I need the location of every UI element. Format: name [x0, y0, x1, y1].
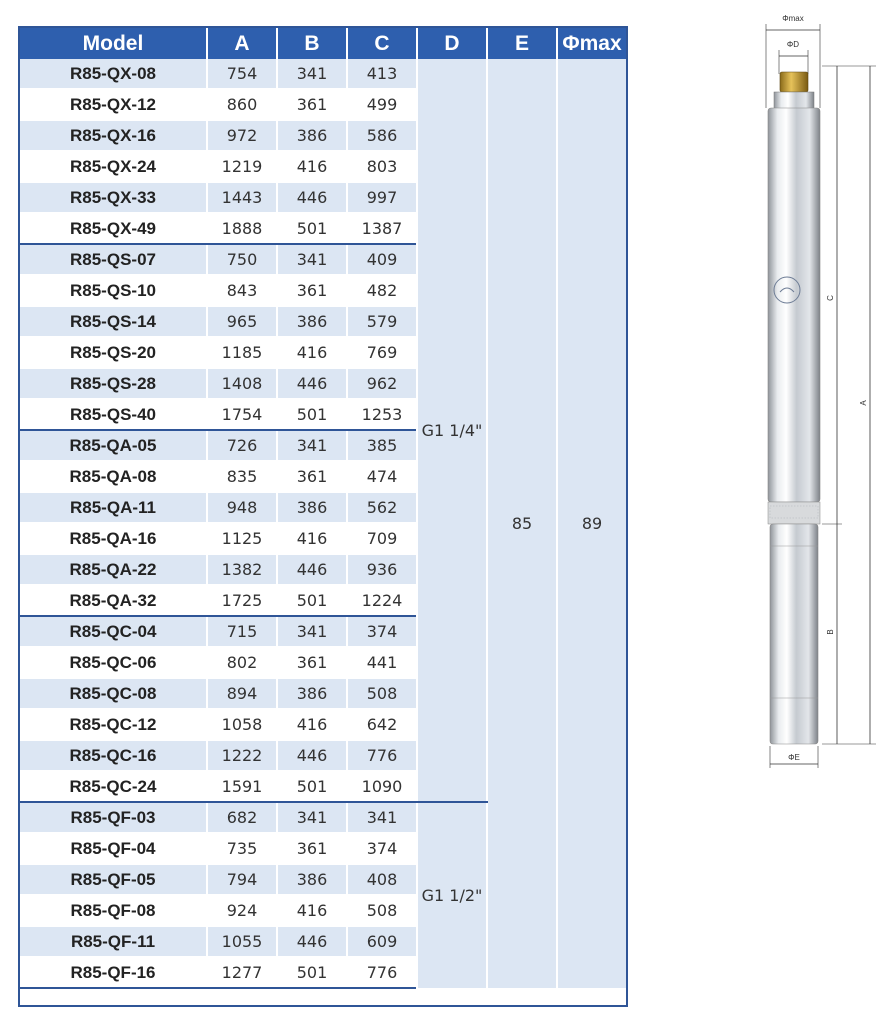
- c-cell: 803: [347, 151, 417, 182]
- model-cell: R85-QC-06: [20, 647, 207, 678]
- a-cell: 835: [207, 461, 277, 492]
- b-cell: 446: [277, 368, 347, 399]
- a-cell: 1725: [207, 585, 277, 616]
- a-cell: 1222: [207, 740, 277, 771]
- c-cell: 441: [347, 647, 417, 678]
- a-cell: 972: [207, 120, 277, 151]
- model-cell: R85-QA-05: [20, 430, 207, 461]
- a-cell: 754: [207, 59, 277, 89]
- b-cell: 341: [277, 430, 347, 461]
- a-cell: 1382: [207, 554, 277, 585]
- a-cell: 1125: [207, 523, 277, 554]
- b-cell: 446: [277, 740, 347, 771]
- c-cell: 642: [347, 709, 417, 740]
- spec-table-container: [18, 26, 628, 1007]
- model-cell: R85-QA-32: [20, 585, 207, 616]
- b-cell: 501: [277, 585, 347, 616]
- b-cell: 416: [277, 523, 347, 554]
- b-cell: 446: [277, 182, 347, 213]
- phie-label: ΦE: [788, 753, 800, 762]
- b-cell: 386: [277, 120, 347, 151]
- c-cell: 936: [347, 554, 417, 585]
- b-cell: 416: [277, 895, 347, 926]
- pump-body: [768, 72, 820, 744]
- c-cell: 1253: [347, 399, 417, 430]
- a-cell: 948: [207, 492, 277, 523]
- model-cell: R85-QS-10: [20, 275, 207, 306]
- a-cell: 894: [207, 678, 277, 709]
- a-label: A: [859, 400, 868, 406]
- a-cell: 860: [207, 89, 277, 120]
- d-cell-g1-1-2: G1 1/2": [417, 802, 487, 988]
- b-cell: 501: [277, 771, 347, 802]
- model-cell: R85-QF-16: [20, 957, 207, 988]
- c-cell: 579: [347, 306, 417, 337]
- c-cell: 1387: [347, 213, 417, 244]
- table-body: [20, 59, 626, 988]
- model-cell: R85-QC-08: [20, 678, 207, 709]
- b-cell: 446: [277, 554, 347, 585]
- c-cell: 769: [347, 337, 417, 368]
- model-cell: R85-QA-22: [20, 554, 207, 585]
- a-cell: 750: [207, 244, 277, 275]
- d-cell-g1-1-4: G1 1/4": [417, 59, 487, 802]
- c-cell: 413: [347, 59, 417, 89]
- model-cell: R85-QF-05: [20, 864, 207, 895]
- b-label: B: [826, 629, 835, 635]
- c-cell: 499: [347, 89, 417, 120]
- header-e: E: [487, 28, 557, 59]
- c-cell: 776: [347, 740, 417, 771]
- model-cell: R85-QS-28: [20, 368, 207, 399]
- b-cell: 361: [277, 461, 347, 492]
- model-cell: R85-QX-33: [20, 182, 207, 213]
- c-cell: 374: [347, 833, 417, 864]
- b-cell: 361: [277, 275, 347, 306]
- e-cell: 85: [487, 59, 557, 988]
- model-cell: R85-QF-11: [20, 926, 207, 957]
- model-cell: R85-QS-14: [20, 306, 207, 337]
- b-cell: 416: [277, 709, 347, 740]
- vertical-dimensions: [822, 66, 876, 744]
- a-cell: 1591: [207, 771, 277, 802]
- c-cell: 562: [347, 492, 417, 523]
- c-cell: 341: [347, 802, 417, 833]
- a-cell: 1888: [207, 213, 277, 244]
- model-cell: R85-QA-11: [20, 492, 207, 523]
- c-cell: 474: [347, 461, 417, 492]
- a-cell: 1408: [207, 368, 277, 399]
- a-cell: 1443: [207, 182, 277, 213]
- a-cell: 794: [207, 864, 277, 895]
- a-cell: 924: [207, 895, 277, 926]
- header-d: D: [417, 28, 487, 59]
- model-cell: R85-QF-08: [20, 895, 207, 926]
- header-phimax: Φmax: [557, 28, 626, 59]
- model-cell: R85-QX-08: [20, 59, 207, 89]
- table-row: [20, 59, 626, 89]
- b-cell: 386: [277, 678, 347, 709]
- header-c: C: [347, 28, 417, 59]
- a-cell: 715: [207, 616, 277, 647]
- phie-dimension: [770, 746, 818, 768]
- a-cell: 726: [207, 430, 277, 461]
- a-cell: 843: [207, 275, 277, 306]
- b-cell: 386: [277, 306, 347, 337]
- model-cell: R85-QC-12: [20, 709, 207, 740]
- c-cell: 997: [347, 182, 417, 213]
- b-cell: 416: [277, 337, 347, 368]
- b-cell: 386: [277, 864, 347, 895]
- a-cell: 682: [207, 802, 277, 833]
- b-cell: 501: [277, 213, 347, 244]
- a-cell: 1754: [207, 399, 277, 430]
- a-cell: 1058: [207, 709, 277, 740]
- a-cell: 1219: [207, 151, 277, 182]
- model-cell: R85-QX-16: [20, 120, 207, 151]
- c-cell: 374: [347, 616, 417, 647]
- c-cell: 962: [347, 368, 417, 399]
- model-cell: R85-QC-04: [20, 616, 207, 647]
- b-cell: 341: [277, 244, 347, 275]
- table-header-row: [20, 28, 626, 59]
- model-cell: R85-QC-16: [20, 740, 207, 771]
- b-cell: 341: [277, 616, 347, 647]
- b-cell: 341: [277, 59, 347, 89]
- model-cell: R85-QS-20: [20, 337, 207, 368]
- c-cell: 385: [347, 430, 417, 461]
- c-cell: 508: [347, 678, 417, 709]
- c-cell: 408: [347, 864, 417, 895]
- a-cell: 1185: [207, 337, 277, 368]
- spec-table: [20, 28, 626, 989]
- phid-label: ΦD: [786, 40, 800, 49]
- c-cell: 482: [347, 275, 417, 306]
- c-cell: 1224: [347, 585, 417, 616]
- c-cell: 508: [347, 895, 417, 926]
- phimax-label: Φmax: [782, 14, 804, 23]
- model-cell: R85-QS-40: [20, 399, 207, 430]
- model-cell: R85-QX-12: [20, 89, 207, 120]
- model-cell: R85-QX-49: [20, 213, 207, 244]
- model-cell: R85-QC-24: [20, 771, 207, 802]
- phimax-cell: 89: [557, 59, 626, 988]
- header-model: Model: [20, 28, 207, 59]
- c-cell: 776: [347, 957, 417, 988]
- c-cell: 1090: [347, 771, 417, 802]
- b-cell: 341: [277, 802, 347, 833]
- c-label: C: [826, 295, 835, 301]
- a-cell: 965: [207, 306, 277, 337]
- a-cell: 802: [207, 647, 277, 678]
- a-cell: 1277: [207, 957, 277, 988]
- model-cell: R85-QF-03: [20, 802, 207, 833]
- c-cell: 709: [347, 523, 417, 554]
- model-cell: R85-QS-07: [20, 244, 207, 275]
- a-cell: 735: [207, 833, 277, 864]
- header-a: A: [207, 28, 277, 59]
- c-cell: 609: [347, 926, 417, 957]
- phid-dimension: [779, 40, 808, 74]
- c-cell: 586: [347, 120, 417, 151]
- pump-dimension-drawing: [740, 8, 880, 778]
- b-cell: 361: [277, 833, 347, 864]
- b-cell: 361: [277, 89, 347, 120]
- b-cell: 416: [277, 151, 347, 182]
- b-cell: 446: [277, 926, 347, 957]
- b-cell: 386: [277, 492, 347, 523]
- c-cell: 409: [347, 244, 417, 275]
- b-cell: 501: [277, 399, 347, 430]
- model-cell: R85-QF-04: [20, 833, 207, 864]
- model-cell: R85-QA-08: [20, 461, 207, 492]
- header-b: B: [277, 28, 347, 59]
- b-cell: 501: [277, 957, 347, 988]
- model-cell: R85-QA-16: [20, 523, 207, 554]
- b-cell: 361: [277, 647, 347, 678]
- a-cell: 1055: [207, 926, 277, 957]
- model-cell: R85-QX-24: [20, 151, 207, 182]
